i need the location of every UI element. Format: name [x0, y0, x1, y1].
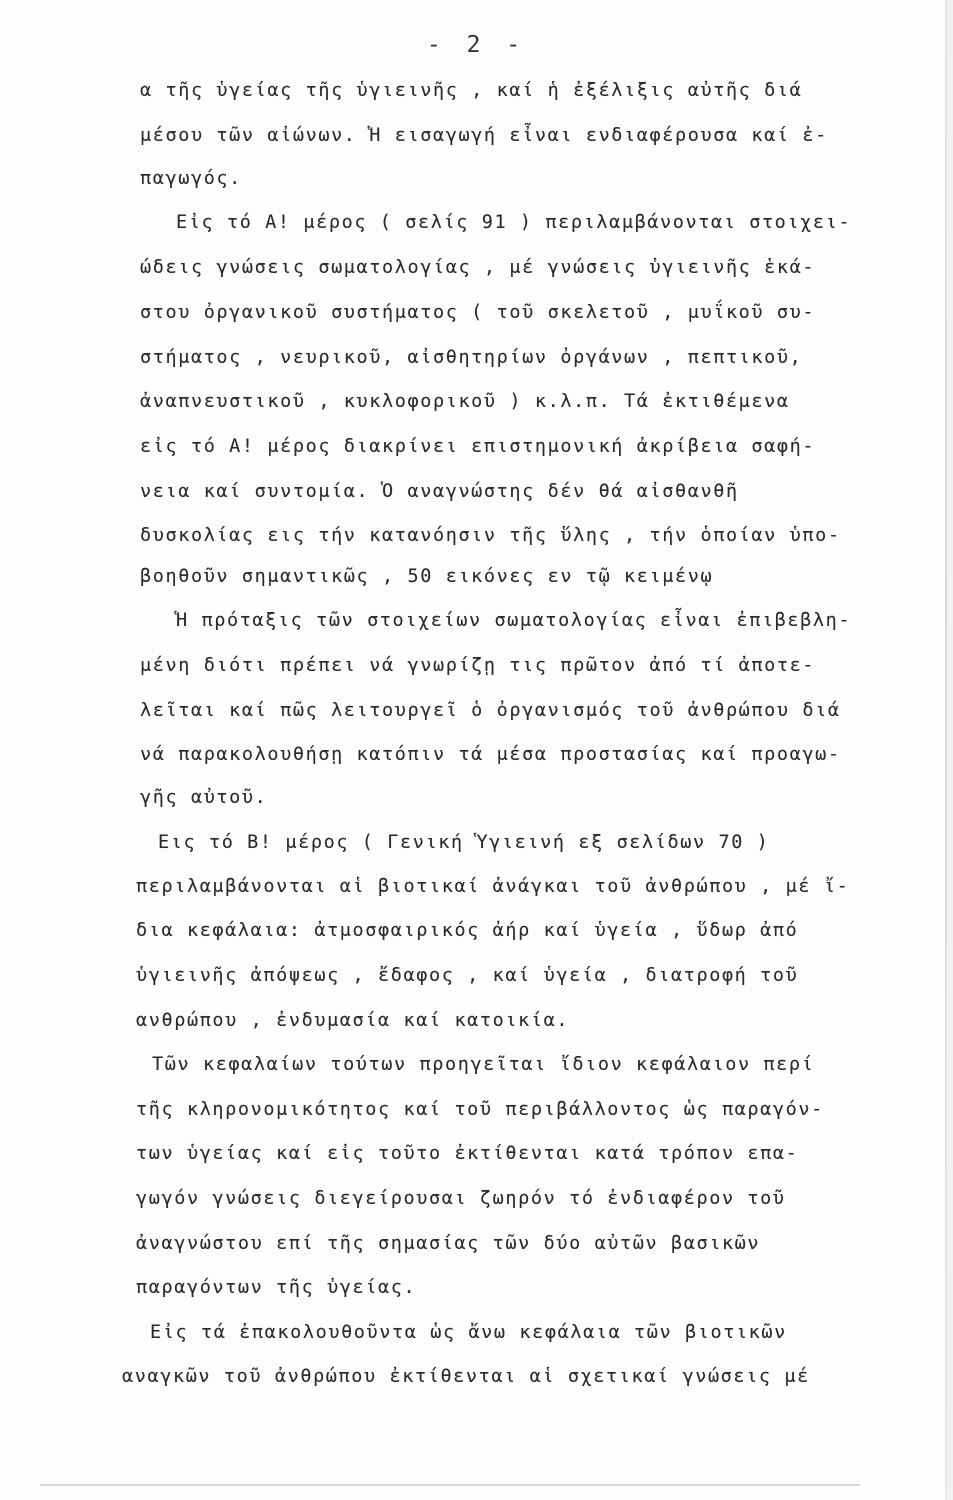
page-number: - 2 -	[426, 32, 527, 58]
text-line: αναγκῶν τοῦ ἀνθρώπου ἐκτίθενται αἱ σχετικαί γνώσεις μέ	[122, 1366, 810, 1387]
text-line: Εἰς τό Α! μέρος ( σελίς 91 ) περιλαμβάνονται στοιχει-	[176, 212, 852, 233]
text-line: Εις τό Β! μέρος ( Γενική Ὑγιεινή εξ σελίδων 70 )	[158, 832, 770, 853]
text-line: Εἰς τά ἐπακολουθοῦντα ὡς ἄνω κεφάλαια τῶν βιοτικῶν	[150, 1322, 787, 1343]
text-line: λεῖται καί πῶς λειτουργεῖ ὁ ὀργανισμός τοῦ ἀνθρώπου διά	[140, 700, 841, 721]
text-line: νά παρακολουθήσῃ κατόπιν τά μέσα προστασίας καί προαγω-	[140, 744, 841, 765]
text-line: εἰς τό Α! μέρος διακρίνει επιστημονική ἀκρίβεια σαφή-	[140, 436, 816, 457]
text-line: γῆς αὐτοῦ.	[140, 787, 268, 808]
text-line: ἀναγνώστου επί τῆς σημασίας τῶν δύο αὐτῶν βασικῶν	[136, 1233, 761, 1254]
text-line: βοηθοῦν σημαντικῶς , 50 εικόνες εν τῷ κειμένῳ	[140, 566, 714, 587]
text-line: α τῆς ὑγείας τῆς ὑγιεινῆς , καί ἡ ἐξέλιξις αὐτῆς διά	[140, 80, 803, 101]
text-line: παγωγός.	[140, 168, 242, 189]
text-line: δια κεφάλαια: ἀτμοσφαιρικός ἀήρ καί ὑγεία , ὕδωρ ἀπό	[136, 920, 799, 941]
text-line: στήματος , νευρικοῦ, αἰσθητηρίων ὀργάνων , πεπτικοῦ,	[140, 347, 803, 368]
text-line: μέσου τῶν αἰώνων. Ἡ εισαγωγή εἶναι ενδιαφέρουσα καί ἐ-	[140, 125, 828, 146]
text-line: Τῶν κεφαλαίων τούτων προηγεῖται ἴδιον κεφάλαιον περί	[152, 1054, 815, 1075]
text-line: Ἡ πρόταξις τῶν στοιχείων σωματολογίας εἶναι ἐπιβεβλη-	[176, 610, 852, 631]
text-line: δυσκολίας εις τήν κατανόησιν τῆς ὕλης , τήν ὁποίαν ὑπο-	[140, 525, 841, 546]
text-line: παραγόντων τῆς ὑγείας.	[136, 1277, 417, 1298]
text-line: στου ὀργανικοῦ συστήματος ( τοῦ σκελετοῦ , μυΐκοῦ συ-	[140, 302, 816, 323]
text-line: νεια καί συντομία. Ὁ αναγνώστης δέν θά αἰσθανθῆ	[140, 481, 739, 502]
text-line: μένη διότι πρέπει νά γνωρίζῃ τις πρῶτον ἀπό τί ἀποτε-	[140, 655, 816, 676]
text-line: τῆς κληρονομικότητος καί τοῦ περιβάλλοντος ὡς παραγόν-	[136, 1099, 824, 1120]
text-line: περιλαμβάνονται αἱ βιοτικαί ἀνάγκαι τοῦ ἀνθρώπου , μέ ἴ-	[136, 876, 850, 897]
text-line: των ὑγείας καί εἰς τοῦτο ἐκτίθενται κατά τρόπον επα-	[136, 1143, 799, 1164]
text-line: ανθρώπου , ἐνδυμασία καί κατοικία.	[136, 1010, 570, 1031]
text-line: ἀναπνευστικοῦ , κυκλοφορικοῦ ) κ.λ.π. Τά ἐκτιθέμενα	[140, 391, 790, 412]
text-line: ώδεις γνώσεις σωματολογίας , μέ γνώσεις ὑγιεινῆς ἑκά-	[140, 257, 816, 278]
text-line: ὑγιεινῆς ἀπόψεως , ἔδαφος , καί ὑγεία , διατροφή τοῦ	[136, 965, 799, 986]
text-line: γωγόν γνώσεις διεγείρουσαι ζωηρόν τό ἐνδιαφέρον τοῦ	[136, 1188, 786, 1209]
